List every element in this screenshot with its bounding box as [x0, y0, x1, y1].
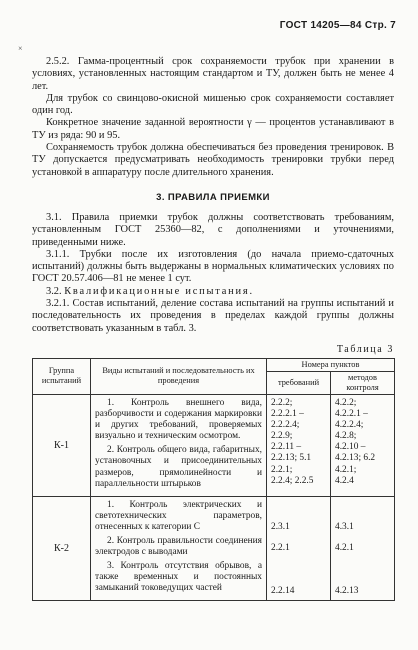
k1-requirements — [267, 394, 331, 496]
k2-methods — [331, 496, 395, 601]
cell-value: 4.2.10 – — [335, 442, 366, 453]
group-k2: К-2 — [33, 496, 91, 601]
cell-value: 4.2.8; — [335, 431, 357, 442]
k1-methods — [331, 394, 395, 496]
margin-mark: × — [18, 44, 23, 53]
paragraph-3-2 — [32, 286, 394, 298]
group-k1: К-1 — [33, 394, 91, 496]
paragraph-3-1: 3.1. Правила приемки трубок должны соответствовать требованиям, установленным ГОСТ 25360—82, с дополнениями и уточнениями, приведенными ниже. — [32, 211, 394, 248]
header-numbers: Номера пунктов — [267, 358, 395, 371]
paragraph-3-2-1: 3.2.1. Состав испытаний, деление состава испытаний на группы испытаний и последовательность их проведения в пределах каждой группы должны соответствовать указанным в табл. 3. — [32, 298, 394, 334]
k1-item-2: 2. Контроль общего вида, габаритных, установочных и присоединительных размеров, прямолинейности и параллельности штырьков — [95, 445, 262, 489]
page-header: ГОСТ 14205—84 Стр. 7 — [279, 20, 396, 31]
cell-value: 4.2.13 — [335, 585, 359, 596]
table-row — [33, 394, 395, 496]
cell-value: 2.2.2.4; — [271, 420, 300, 431]
table-row — [33, 496, 395, 601]
cell-value: 4.2.2; — [335, 397, 357, 408]
k2-requirements — [267, 496, 331, 601]
header-types: Виды испытаний и последовательность их проведения — [91, 358, 267, 394]
cell-value: 2.2.13; 5.1 — [271, 453, 312, 464]
cell-value: 2.2.4; 2.2.5 — [271, 475, 314, 486]
cell-value: 4.3.1 — [335, 521, 354, 532]
section-title: 3. ПРАВИЛА ПРИЕМКИ — [156, 191, 270, 203]
k2-item-1: 1. Контроль электрических и светотехнических параметров, отнесенных к категории С — [95, 499, 262, 532]
table-3 — [32, 358, 395, 602]
k1-item-1: 1. Контроль внешнего вида, разборчивости и содержания маркировки и других требований, проверяемых визуально и техническим осмотром. — [95, 397, 262, 442]
paragraph-3-2-title: Квалификационные испытания. — [64, 285, 254, 297]
cell-value: 2.2.14 — [271, 585, 295, 596]
cell-value: 4.2.1 — [335, 542, 354, 553]
cell-value: 2.2.9; — [271, 431, 293, 442]
k2-item-3: 3. Контроль отсутствия обрывов, а также временных и постоянных замыканий токоведущих частей — [95, 561, 262, 594]
cell-value: 2.2.1 — [271, 542, 290, 553]
paragraph-3-1-1: 3.1.1. Трубки после их изготовления (до начала приемо-сдаточных испытаний) должны быть выдержаны в нормальных климатических условиях по ГОСТ 20.57.406—81 не менее 1 сут. — [32, 248, 394, 285]
header-methods: методов контроля — [331, 371, 395, 394]
cell-value: 2.3.1 — [271, 521, 290, 532]
cell-value: 4.2.1; — [335, 464, 357, 475]
cell-value: 4.2.4 — [335, 475, 354, 486]
cell-value: 2.2.2; — [271, 397, 293, 408]
cell-value: 2.2.1; — [271, 464, 293, 475]
paragraph-3-2-number: 3.2. — [46, 285, 62, 297]
header-requirements: требований — [267, 371, 331, 394]
paragraph-lead-oxide: Для трубок со свинцово-окисной мишенью срок сохраняемости составляет один год. — [32, 92, 394, 117]
paragraph-probability: Конкретное значение заданной вероятности γ — процентов устанавливают в ТУ из ряда: 90 и 95. — [32, 117, 394, 141]
cell-value: 2.2.2.1 – — [271, 409, 304, 420]
table-caption: Таблица 3 — [336, 343, 394, 355]
cell-value: 2.2.11 – — [271, 442, 302, 453]
paragraph-2-5-2: 2.5.2. Гамма-процентный срок сохраняемости трубок при хранении в условиях, установленных настоящим стандартом и ТУ, должен быть не менее 4 лет. — [32, 56, 394, 92]
cell-value: 4.2.13; 6.2 — [335, 453, 376, 464]
cell-value: 4.2.2.4; — [335, 420, 364, 431]
cell-value: 4.2.2.1 – — [335, 409, 368, 420]
page-content — [32, 56, 394, 601]
header-group: Группа испытаний — [33, 358, 91, 394]
paragraph-storage: Сохраняемость трубок должна обеспечиваться без проведения тренировок. В ТУ допускается предусматривать необходимость тренировки трубки перед установкой в аппаратуру после длительного хранения. — [32, 142, 394, 178]
k2-item-2: 2. Контроль правильности соединения электродов с выводами — [95, 535, 262, 558]
